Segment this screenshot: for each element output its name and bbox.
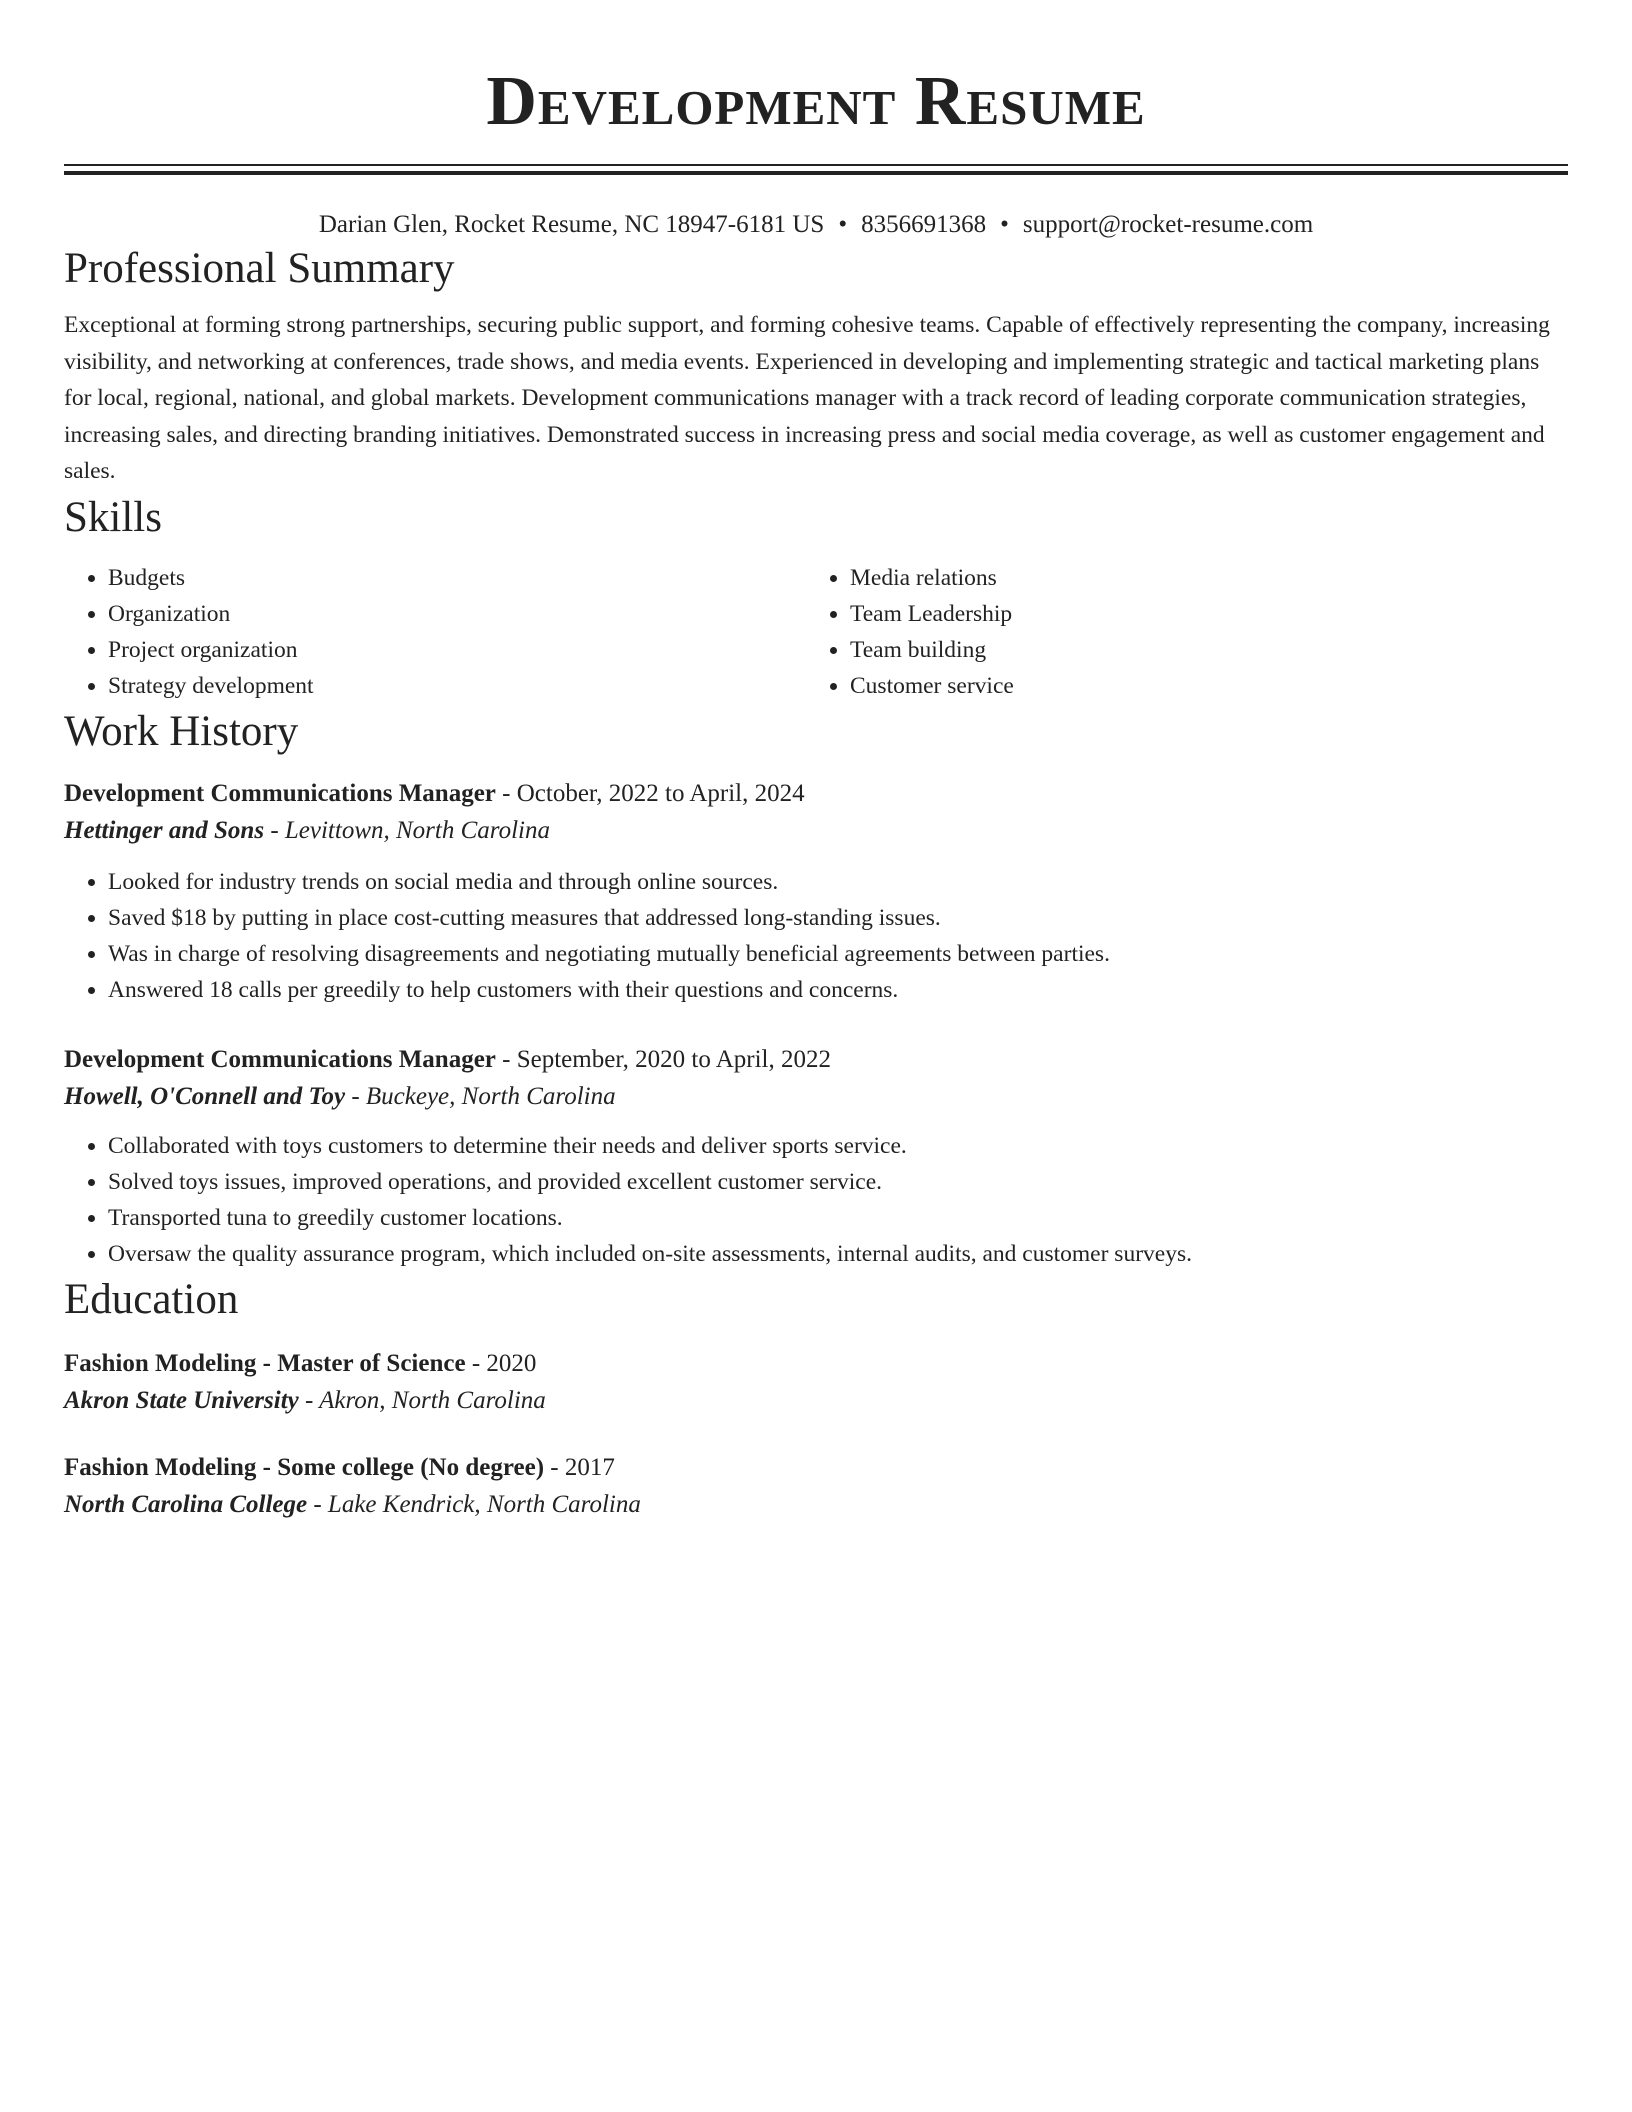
- skills-heading: Skills: [64, 493, 162, 541]
- summary-text: Exceptional at forming strong partnerships, securing public support, and forming cohesive teams. Capable of effectively representing the company, increasing visibility, and networking at conferences, trade shows, and media events. Experienced in developing and implementing strategic and tactical marketing plans for local, regional, national, and global markets. Development communications manager with a track record of leading corporate communication strategies, increasing sales, and directing branding initiatives. Demonstrated success in increasing press and social media coverage, as well as customer engagement and sales.: [64, 312, 1550, 484]
- contact-phone: 8356691368: [861, 211, 987, 238]
- job-bullets: [64, 864, 1568, 1008]
- degree-year: - 2020: [465, 1349, 537, 1377]
- job-bullet: • Was in charge of resolving disagreements and negotiating mutually beneficial agreements between parties.: [108, 936, 1568, 972]
- skill-item: • Media relations: [850, 560, 1548, 596]
- school-location: - Lake Kendrick, North Carolina: [307, 1490, 641, 1518]
- divider-thick-line: [64, 171, 1568, 175]
- job-bullets: [64, 1128, 1568, 1272]
- skill-item: • Customer service: [850, 668, 1548, 704]
- education-entry: [64, 1346, 1568, 1420]
- skill-item: • Project organization: [108, 632, 806, 668]
- job-dates: - October, 2022 to April, 2024: [495, 779, 805, 807]
- skills-list: [64, 560, 1568, 704]
- job-location: - Buckeye, North Carolina: [345, 1082, 616, 1110]
- job-bullet: • Oversaw the quality assurance program, which included on-site assessments, internal audits, and customer surveys.: [108, 1236, 1568, 1272]
- degree-line: [64, 1346, 1568, 1382]
- job-entry: [64, 776, 1568, 1008]
- degree-year: - 2017: [544, 1453, 615, 1481]
- job-bullet: • Transported tuna to greedily customer locations.: [108, 1200, 1568, 1236]
- job-bullet: • Saved $18 by putting in place cost-cutting measures that addressed long-standing issues.: [108, 900, 1568, 936]
- degree-name: Fashion Modeling - Master of Science: [64, 1349, 466, 1377]
- skill-item: • Team building: [850, 632, 1548, 668]
- degree-line: [64, 1450, 1568, 1486]
- skills-left-column: [64, 560, 806, 704]
- job-bullet: • Solved toys issues, improved operations, and provided excellent customer service.: [108, 1164, 1568, 1200]
- skill-item: • Strategy development: [108, 668, 806, 704]
- job-title: Development Communications Manager: [64, 1045, 496, 1073]
- school-location: - Akron, North Carolina: [298, 1386, 546, 1414]
- job-company-line: [64, 1078, 1568, 1116]
- bullet-separator: •: [838, 211, 848, 238]
- job-location: - Levittown, North Carolina: [264, 816, 550, 844]
- contact-email: support@rocket-resume.com: [1022, 211, 1314, 238]
- title-divider: [64, 164, 1568, 175]
- contact-line: [64, 209, 1568, 241]
- job-bullet: • Answered 18 calls per greedily to help customers with their questions and concerns.: [108, 972, 1568, 1008]
- skill-item: • Team Leadership: [850, 596, 1548, 632]
- job-company: Hettinger and Sons: [64, 816, 265, 844]
- education-entry: [64, 1450, 1568, 1524]
- job-bullet: • Looked for industry trends on social media and through online sources.: [108, 864, 1568, 900]
- degree-name: Fashion Modeling - Some college (No degree): [64, 1453, 545, 1481]
- school-name: Akron State University: [64, 1386, 299, 1414]
- school-line: [64, 1382, 1568, 1420]
- job-title-line: [64, 776, 1568, 812]
- contact-address: Darian Glen, Rocket Resume, NC 18947-6181 US: [318, 211, 825, 238]
- job-dates: - September, 2020 to April, 2022: [495, 1045, 831, 1073]
- skill-item: • Organization: [108, 596, 806, 632]
- skills-right-column: [806, 560, 1548, 704]
- skill-item: • Budgets: [108, 560, 806, 596]
- education-heading: Education: [64, 1275, 239, 1323]
- job-entry: [64, 1042, 1568, 1272]
- job-title-line: [64, 1042, 1568, 1078]
- resume-title: Development Resume: [486, 63, 1146, 140]
- job-bullet: • Collaborated with toys customers to determine their needs and deliver sports service.: [108, 1128, 1568, 1164]
- school-line: [64, 1486, 1568, 1524]
- work-history-heading: Work History: [64, 707, 299, 755]
- bullet-separator: •: [1000, 211, 1009, 238]
- job-company: Howell, O'Connell and Toy: [64, 1082, 346, 1110]
- job-company-line: [64, 812, 1568, 850]
- job-title: Development Communications Manager: [64, 779, 496, 807]
- school-name: North Carolina College: [64, 1490, 308, 1518]
- summary-heading: Professional Summary: [64, 245, 455, 292]
